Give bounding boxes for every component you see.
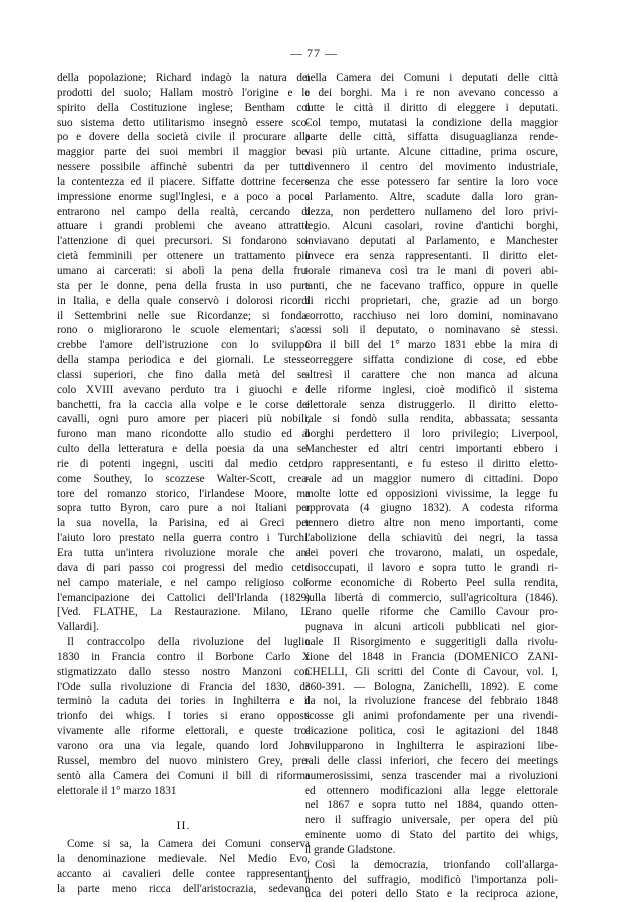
text-line: Col tempo, mutatasi la condizione della maggior [305,116,558,129]
text-line: il grande Gladstone. [305,843,396,856]
text-line: nel 1867 e sopra tutto nel 1884, quando otten- [305,799,558,812]
text-line: la contentezza ed il piacere. Siffatte dottrine fecero [57,175,310,188]
text-line: vivamente alle riforme elettorali, e queste tro- [57,725,310,738]
text-line: stigmatizzato dallo stesso nostro Manzoni con [57,665,310,678]
text-line: colo XVIII avevano perduto tra i giuochi e i [57,383,310,396]
text-line: eminente uomo di Stato del partito dei whigs, [305,829,558,842]
text-line: dava di pari passo coi progressi del medio ceto [57,561,310,574]
text-line: la sua novella, la Parisina, ed ai Greci per [57,517,310,530]
text-line: il Settembrini nelle sue Ricordanze; si fonda- [57,309,310,322]
text-line: da noi, la rivoluzione francese del febbraio 1848 [305,695,558,708]
text-line: loro rappresentanti, e fu esteso il diritto eletto- [305,457,558,470]
text-line: corrotto, racchiuso nei loro domini, nominavano [305,309,558,322]
text-line: Era tutta un'intera rivoluzione morale che an- [57,547,310,559]
text-line: CHELLI, Gli scritti del Conte di Cavour, vol. I, [305,665,558,678]
right-column-text [305,71,558,902]
left-column [57,71,310,897]
text-line: l'attenzione di quei precursori. Si fondarono so- [57,235,310,248]
text-line: rale si fondò sulla rendita, abbassata; sessanta [305,413,558,426]
text-line: varono ora una via legale, quando lord John [57,739,310,752]
text-line: vasi più urtante. Alcune cittadine, prima oscure, [305,146,558,159]
section-heading: II. [176,818,191,833]
text-line: nessere possibile affinchè subentri da per tutto [57,161,310,174]
text-line: crebbe l'amore dell'istruzione con lo sviluppo [57,339,310,352]
text-line: sta per le donne, pena della frusta in uso pure [57,279,310,292]
text-line: invece era senza rappresentanti. Il diritto elet- [305,250,558,263]
text-line: elettorale il 1° marzo 1831 [57,784,177,797]
text-line: spirito della Costituzione inglese; Bentham col [57,101,310,114]
text-line: tica dei poteri dello Stato e la reciproca azione, [305,888,558,901]
text-line: Erano quelle riforme che Camillo Cavour pro- [305,606,558,619]
text-line: mento del suffragio, modificò l'importanza poli- [305,873,558,886]
text-line: di ricchi proprietari, che, grazie ad un borgo [305,294,558,307]
text-line: essi soli il deputato, o nominavano sè stessi. [305,324,558,337]
text-line: come Southey, lo scozzese Walter-Scott, crea- [57,472,310,485]
text-line: Come si sa, la Camera dei Comuni conserva [67,838,310,851]
text-line: pugnava in alcuni articoli pubblicati nel gior- [305,621,558,634]
text-line: inviavano deputati al Parlamento, e Manchester [305,235,558,248]
text-line: zione del 1848 in Francia (DOMENICO ZANI- [305,650,558,663]
left-column-text-after [57,837,310,896]
text-line: borghi perdettero il loro privilegio; Liverpool, [305,428,558,441]
text-line: Il contraccolpo della rivoluzione del luglio [67,636,310,649]
text-line: cavalli, ogni puro amore per piaceri più nobili, [57,413,310,426]
text-line: l'abolizione della schiavitù dei negri, la tassa [305,532,558,545]
text-line: dicazione politica, così le agitazioni del 1848 [305,725,558,738]
text-line: approvata (4 giugno 1832). A codesta riforma [305,502,558,515]
text-line: elettorale senza distruggerlo. Il diritto eletto- [305,398,558,411]
text-line: Vallardi]. [57,621,99,634]
text-line: umano ai carcerati: si abolì la pena della fru- [57,264,310,277]
text-line: cietà femminili per ottenere un trattamento più [57,250,310,263]
text-line: maggior parte dei suoi membri il maggior be- [57,146,310,159]
text-line: la denominazione medievale. Nel Medio Evo, [57,853,310,866]
text-line: rali delle classi inferiori, che fecero dei meetings [305,754,558,767]
text-line: rale ad un maggior numero di cittadini. Dopo [305,472,558,485]
text-line: dezza, non perdettero nullameno del loro privi- [305,205,558,218]
text-line: l'aiuto loro prestato nella guerra contro i Turchi. [57,532,310,545]
text-line: sopra tutto Byron, caro pure a noi Italiani per [57,502,310,515]
text-line: l'emancipazione dei Cattolici dell'Irlanda (1829) [57,591,310,604]
text-line: tore del romanzo storico, l'irlandese Moore, ma [57,487,310,500]
text-line: tanti, che ne facevano traffico, oppure in quelle [305,279,558,292]
text-line: numerosissimi, senza trascender mai a rivoluzioni [305,769,558,782]
section-spacer [57,798,310,813]
text-line: tennero dietro altre non meno importanti, come [305,517,558,530]
text-line: classi superiori, che fino dalla metà del se- [57,368,310,381]
text-line: senza che esse potessero far sentire la loro voce [305,175,558,188]
text-line: rie di potenti ingegni, usciti dal medio ceto, [57,457,310,470]
text-line: in Italia, e della quale conservò i dolorosi ricordi [57,294,310,307]
text-line: al Parlamento. Altre, scadute dalla loro gran- [305,190,558,203]
right-column [305,71,558,902]
text-line: nale Il Risorgimento e suggeritigli dalla rivolu- [305,636,558,649]
text-line: nella Camera dei Comuni i deputati delle città [305,72,558,84]
text-line: accanto ai cavalieri delle contee rappresentanti [57,867,310,880]
text-line: dei poveri che trovarono, malati, un ospedale, [305,547,558,559]
text-line: svilupparono in Inghilterra le aspirazioni libe- [305,739,558,752]
text-line: sentò alla Camera dei Comuni il bill di riforma [57,769,310,782]
text-line: e dei borghi. Ma i re non avevano concesso a [305,86,558,99]
text-line: Manchester ed altri centri importanti ebbero i [305,443,558,456]
text-line: [Ved. FLATHE, La Restaurazione. Milano, L. [57,606,310,619]
text-line: culto della letteratura e della poesia da una se- [57,443,310,456]
text-line: furono man mano ricondotte allo studio ed al [57,428,310,441]
page-number: — 77 — [290,46,338,60]
text-line: legio. Alcuni casolari, rovine d'antichi borghi, [305,220,558,233]
text-line: suo sistema detto utilitarismo insegnò essere sco- [57,116,310,129]
text-line: la parte meno ricca dell'aristocrazia, sedevano [57,882,310,895]
text-line: Ora il bill del 1° marzo 1831 ebbe la mira di [305,339,558,352]
text-line: attuare i grandi problemi che aveano attratto [57,220,310,233]
text-line: divennero il centro del movimento industriale, [305,161,558,174]
text-line: nel campo materiale, e nel campo religioso col- [57,576,310,589]
text-line: parte delle città, siffatta disuguaglianza rende- [305,131,558,144]
text-line: disoccupati, il lavoro e sopra tutto le grandi ri- [305,561,558,574]
text-line: ed ottennero modificazioni alla legge elettorale [305,784,558,797]
text-line: altresì il carattere che non manca ad alcuna [305,368,558,381]
text-line: forme economiche di Roberto Peel sulla rendita, [305,576,558,589]
text-line: 360-391. — Bologna, Zanichelli, 1892). E come [305,680,558,693]
text-line: prodotti del suolo; Hallam mostrò l'origine e lo [57,86,310,99]
text-line: della popolazione; Richard indagò la natura dei [57,72,310,84]
text-line: rono o migliorarono le scuole elementari; s'ac- [57,324,310,337]
text-line: nero il suffragio universale, per opera del più [305,814,558,827]
text-line: po e dovere della società civile il procurare alla [57,131,310,144]
left-column-text [57,71,310,798]
text-line: impressione enorme sugl'Inglesi, e a poco a poco [57,190,310,203]
text-line: correggere siffatta condizione di cose, ed ebbe [305,354,558,367]
text-line: sulla libertà di commercio, sull'agricoltura (1846). [305,591,558,604]
text-line: molte lotte ed opposizioni vivissime, la legge fu [305,487,558,500]
text-line: scosse gli animi profondamente per una rivendi- [305,710,558,723]
text-line: 1830 in Francia contro il Borbone Carlo X [57,650,310,663]
text-line: l'Ode sulla rivoluzione di Francia del 1830, de [57,680,310,693]
text-line: entrarono nel campo della realtà, cercando di [57,205,310,218]
text-line: trionfo dei whigs. I tories si erano opposti [57,710,310,723]
text-line: banchetti, fra la caccia alla volpe e le corse dei [57,398,310,411]
text-line: tutte le città il diritto di eleggere i deputati. [305,101,558,114]
text-line: Così la democrazia, trionfando coll'allarga- [315,858,558,871]
text-line: torale rimaneva così tra le mani di poveri abi- [305,264,558,277]
text-line: terminò la caduta dei tories in Inghilterra e il [57,695,310,708]
text-line: Russel, membro del nuovo ministero Grey, pre- [57,754,310,767]
text-line: delle riforme inglesi, cioè modificò il sistema [305,383,558,396]
text-line: della stampa periodica e dei giornali. Le stesse [57,354,310,367]
